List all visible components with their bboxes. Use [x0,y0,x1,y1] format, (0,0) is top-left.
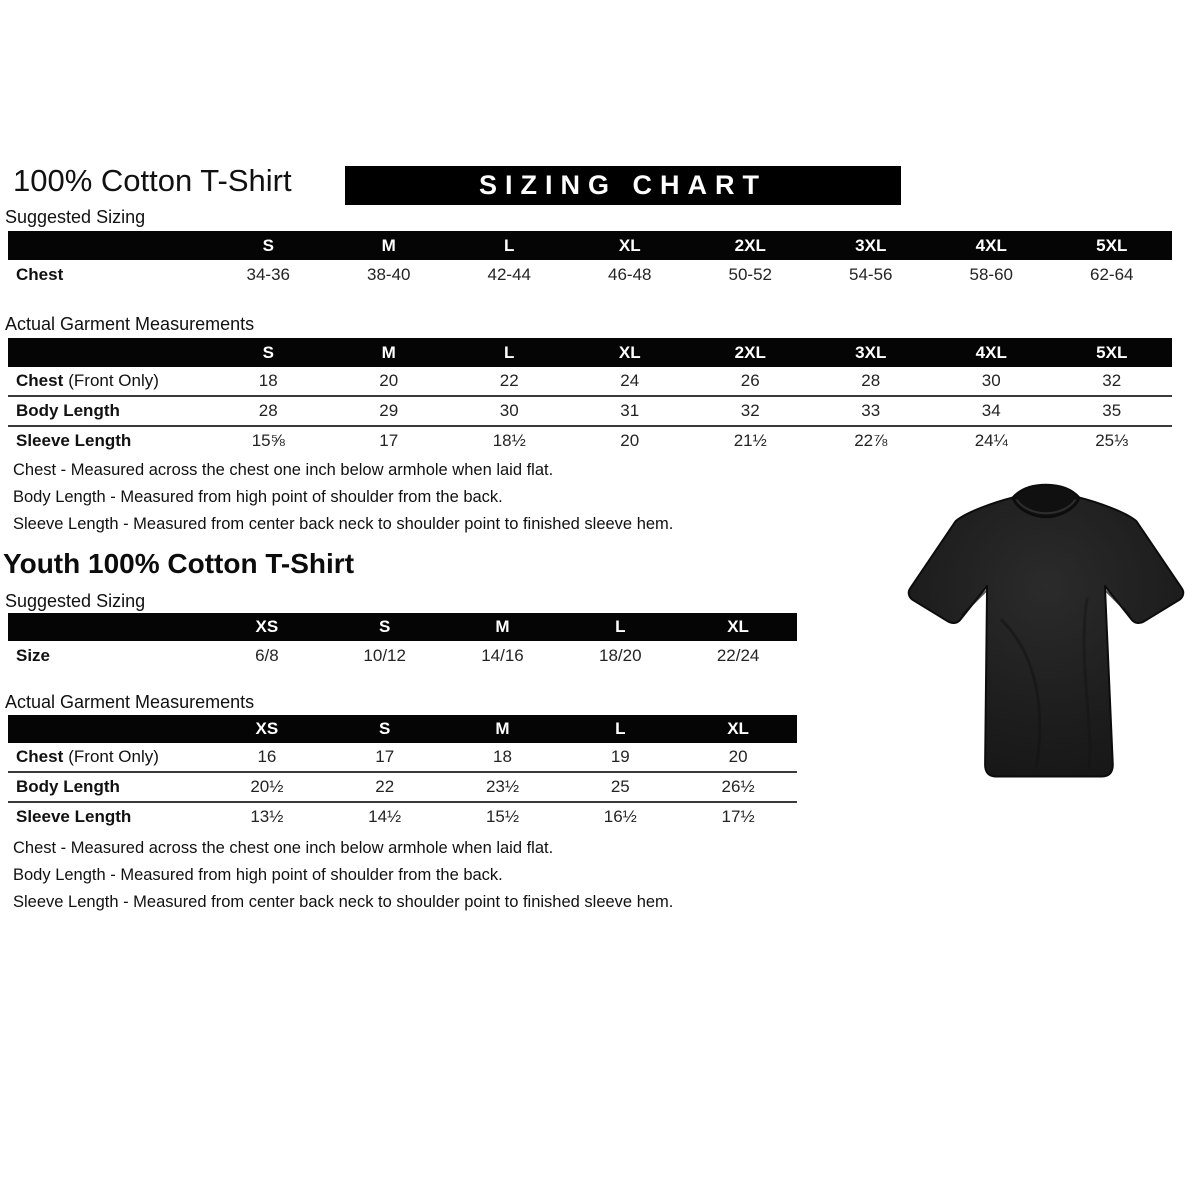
column-header: 2XL [734,235,766,255]
table-cell: 54-56 [849,265,893,284]
table-cell: 30 [981,371,1001,390]
youth-measurement-notes [13,839,673,920]
table-cell: 13½ [250,807,284,826]
note-line: Sleeve Length - Measured from center back neck to shoulder point to finished sleeve hem. [13,893,674,911]
table-cell: 58-60 [969,265,1013,284]
table-cell: 25⅓ [1095,431,1129,450]
table-cell: 20 [620,431,640,450]
table-header-row [8,338,1172,367]
table-cell: 15½ [485,807,520,826]
row-label: Chest (Front Only) [16,747,159,766]
column-header: S [262,342,274,362]
adult-suggested-heading: Suggested Sizing [5,207,146,227]
column-header: 4XL [975,342,1007,362]
column-header: S [379,719,391,738]
table-cell: 21½ [733,431,767,450]
table-cell: 23½ [485,777,520,796]
table-cell: 18/20 [599,645,642,665]
table-cell: 31 [620,401,640,420]
row-label: Size [16,645,51,665]
table-cell: 18 [258,371,278,390]
table-row [8,425,1172,455]
table-cell: 25 [610,777,630,796]
table-row [8,395,1172,425]
table-cell: 18½ [492,431,526,450]
table-row [8,260,1172,290]
table-cell: 6/8 [255,645,279,665]
column-header: XL [727,617,749,636]
youth-suggested-table [8,613,797,670]
table-cell: 30 [499,401,519,420]
table-cell: 24 [620,371,640,390]
table-cell: 22⅞ [854,431,888,450]
table-cell: 15⅝ [251,431,285,450]
table-cell: 26 [740,371,760,390]
table-cell: 46-48 [608,265,652,284]
column-header: 3XL [855,235,887,255]
table-cell: 32 [1102,371,1122,390]
note-line: Chest - Measured across the chest one inch below armhole when laid flat. [13,461,554,479]
column-header: L [615,719,626,738]
table-cell: 10/12 [363,645,406,665]
table-cell: 14½ [368,807,402,826]
note-line: Sleeve Length - Measured from center back neck to shoulder point to finished sleeve hem. [13,515,674,533]
row-label: Chest (Front Only) [16,371,159,390]
adult-actual-table [8,338,1172,455]
table-cell: 19 [610,747,630,766]
table-row [8,771,797,801]
youth-suggested-heading: Suggested Sizing [5,591,146,611]
column-header: 5XL [1096,235,1128,255]
table-cell: 38-40 [367,265,411,284]
column-header: XL [618,342,641,362]
tshirt-image [896,472,1196,806]
table-cell: 29 [379,401,399,420]
column-header: XL [618,235,641,255]
column-header: L [504,235,515,255]
table-cell: 33 [861,401,881,420]
column-header: XL [727,719,749,738]
table-cell: 34-36 [246,265,290,284]
table-cell: 34 [981,401,1001,420]
table-header-row [8,231,1172,260]
column-header: M [381,235,396,255]
row-label: Sleeve Length [16,807,132,826]
table-cell: 17 [375,747,395,766]
table-cell: 20 [379,371,399,390]
column-header: 4XL [975,235,1007,255]
row-label: Chest [16,265,64,284]
table-row [8,641,797,670]
youth-title: Youth 100% Cotton T-Shirt [3,548,355,579]
column-header: XS [255,719,279,738]
table-cell: 32 [740,401,760,420]
adult-measurement-notes [13,461,673,542]
table-header-row [8,715,797,743]
table-cell: 22 [375,777,395,796]
row-label: Sleeve Length [16,431,132,450]
table-row [8,367,1172,395]
column-header: S [262,235,274,255]
table-cell: 17 [379,431,399,450]
column-header: 2XL [734,342,766,362]
adult-suggested-table [8,231,1172,290]
table-cell: 16 [257,747,277,766]
column-header: M [495,719,510,738]
table-cell: 35 [1102,401,1122,420]
table-row [8,743,797,771]
column-header: 5XL [1096,342,1128,362]
table-cell: 20½ [250,777,284,796]
table-cell: 16½ [603,807,637,826]
youth-actual-heading: Actual Garment Measurements [5,692,255,712]
table-row [8,801,797,831]
table-cell: 26½ [721,777,755,796]
row-label: Body Length [16,777,120,796]
column-header: M [381,342,396,362]
column-header: M [495,617,510,636]
row-label: Body Length [16,401,120,420]
table-cell: 28 [258,401,278,420]
tshirt-illustration [896,472,1196,806]
table-cell: 22/24 [716,645,760,665]
column-header: XS [255,617,279,636]
table-cell: 50-52 [728,265,772,284]
note-line: Chest - Measured across the chest one inch below armhole when laid flat. [13,839,554,857]
column-header: 3XL [855,342,887,362]
note-line: Body Length - Measured from high point of shoulder from the back. [13,488,503,506]
column-header: S [379,617,391,636]
note-line: Body Length - Measured from high point of shoulder from the back. [13,866,503,884]
table-cell: 42-44 [487,265,531,284]
table-cell: 14/16 [481,645,524,665]
table-cell: 22 [499,371,519,390]
table-header-row [8,613,797,641]
table-cell: 62-64 [1090,265,1134,284]
page-title: 100% Cotton T-Shirt [13,163,292,198]
column-header: L [504,342,515,362]
table-cell: 28 [861,371,881,390]
table-cell: 17½ [721,807,755,826]
table-cell: 20 [728,747,748,766]
adult-actual-heading: Actual Garment Measurements [5,314,255,334]
table-cell: 18 [493,747,512,766]
youth-actual-table [8,715,797,831]
column-header: L [615,617,626,636]
table-cell: 24¼ [974,431,1008,450]
sizing-chart-banner: SIZING CHART [345,166,901,205]
